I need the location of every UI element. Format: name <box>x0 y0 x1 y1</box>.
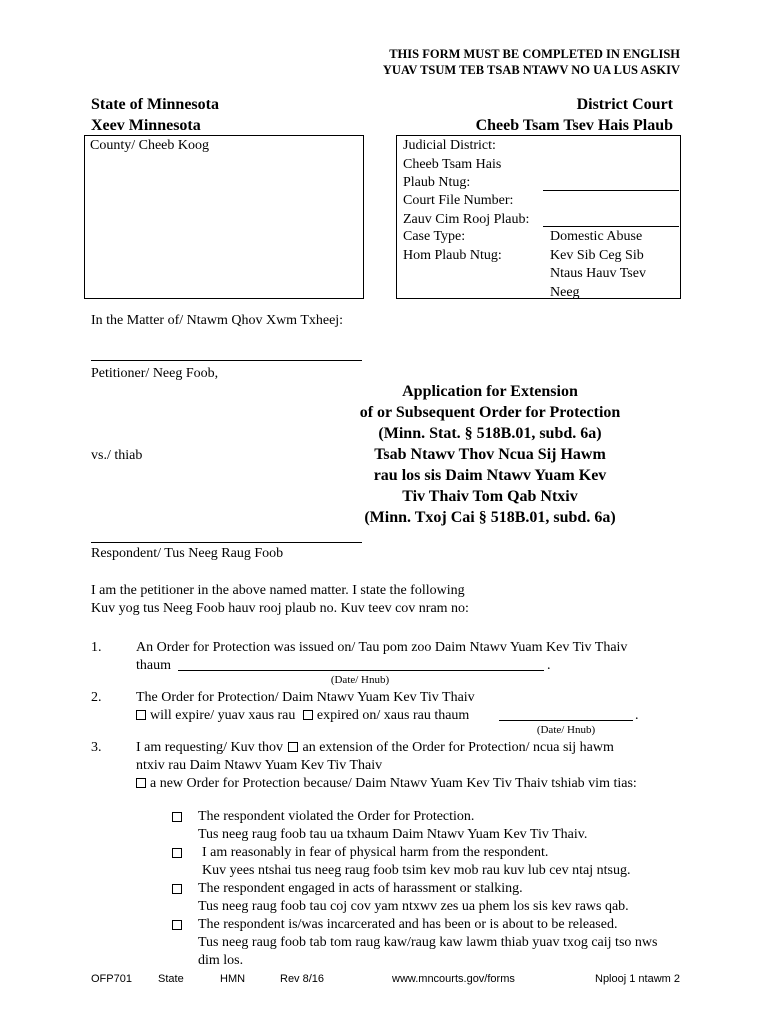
court-name-hmn: Cheeb Tsam Tsev Hais Plaub <box>475 117 673 134</box>
notice-line-hmn: YUAV TSUM TEB TSAB NTAWV NO UA LUS ASKIV <box>382 63 680 77</box>
item-2-options <box>136 707 469 725</box>
expired-on-checkbox[interactable] <box>303 710 313 720</box>
expired-on-label: expired on/ xaus rau thaum <box>316 708 470 723</box>
footer-form-id: OFP701 <box>91 973 132 985</box>
item-1-period: . <box>547 658 551 673</box>
item-2-number: 2. <box>91 690 102 705</box>
reason-harassment-checkbox[interactable] <box>172 884 182 894</box>
footer-state: State <box>158 973 184 985</box>
vs-label: vs./ thiab <box>91 448 143 463</box>
form-title: Application for Extension of or Subsequent Order for Protection (Minn. Stat. § 518B.01, subd. 6a) Tsab Ntawv Thov Ncua Sij Hawm rau los sis Daim Ntawv Yuam Kev Tiv Thaiv Tom Qab Ntxiv (Minn. Txoj Cai § 518B.01, subd. 6a) <box>359 383 621 526</box>
state-name-en: State of Minnesota <box>91 96 219 113</box>
county-label: County/ Cheeb Koog <box>90 138 209 153</box>
reason-violated-checkbox[interactable] <box>172 812 182 822</box>
footer-language: HMN <box>220 973 246 985</box>
english-notice <box>342 46 680 78</box>
item-1-thaum: thaum <box>136 658 171 673</box>
county-box[interactable] <box>84 135 364 299</box>
reason-fear-checkbox[interactable] <box>172 848 182 858</box>
respondent-label: Respondent/ Tus Neeg Raug Foob <box>91 546 284 561</box>
item-3-number: 3. <box>91 740 102 755</box>
reason-incarcerated-checkbox[interactable] <box>172 920 182 930</box>
footer-revision: Rev 8/16 <box>280 973 325 985</box>
intro-statement: I am the petitioner in the above named matter. I state the following Kuv yog tus Neeg Foob hauv rooj plaub no. Kuv teev cov nram no: <box>91 583 469 616</box>
footer-url: www.mncourts.gov/forms <box>392 973 515 985</box>
new-order-checkbox[interactable] <box>136 778 146 788</box>
petitioner-name-field[interactable] <box>91 360 362 361</box>
extension-label: an extension of the Order for Protection/ ncua sij hawm <box>302 740 614 755</box>
court-name-en: District Court <box>576 96 673 113</box>
petitioner-label: Petitioner/ Neeg Foob, <box>91 366 219 381</box>
matter-label: In the Matter of/ Ntawm Qhov Xwm Txheej: <box>91 313 344 328</box>
court-file-number-field[interactable] <box>543 226 679 227</box>
footer-page-number: Nplooj 1 ntawm 2 <box>595 973 680 985</box>
notice-line-en: THIS FORM MUST BE COMPLETED IN ENGLISH <box>389 47 680 61</box>
item-3-line-1 <box>136 739 614 757</box>
item-1-number: 1. <box>91 640 102 655</box>
item-3-line-2: ntxiv rau Daim Ntawv Yuam Kev Tiv Thaiv <box>136 758 383 773</box>
judicial-district-field[interactable] <box>543 190 679 191</box>
will-expire-label: will expire/ yuav xaus rau <box>150 708 296 723</box>
state-name-hmn: Xeev Minnesota <box>91 117 201 134</box>
judicial-district-label: Judicial District: Cheeb Tsam Hais Plaub Ntug: <box>403 138 502 190</box>
item-3-line-3 <box>136 775 637 793</box>
item-2-text: The Order for Protection/ Daim Ntawv Yuam Kev Tiv Thaiv <box>136 690 475 705</box>
item-2-period: . <box>635 708 639 723</box>
expiration-date-caption: (Date/ Hnub) <box>536 724 596 736</box>
case-type-label: Case Type: Hom Plaub Ntug: <box>403 229 502 263</box>
new-order-label: a new Order for Protection because/ Daim Ntawv Yuam Kev Tiv Thaiv tshiab vim tias: <box>150 776 637 791</box>
issued-date-caption: (Date/ Hnub) <box>330 674 390 686</box>
requesting-label: I am requesting/ Kuv thov <box>136 740 283 755</box>
court-file-number-label: Court File Number: Zauv Cim Rooj Plaub: <box>403 193 530 227</box>
will-expire-checkbox[interactable] <box>136 710 146 720</box>
item-1-text: An Order for Protection was issued on/ Tau pom zoo Daim Ntawv Yuam Kev Tiv Thaiv <box>136 640 628 655</box>
respondent-name-field[interactable] <box>91 542 362 543</box>
expiration-date-field[interactable] <box>499 720 633 721</box>
state-heading <box>91 94 219 136</box>
court-heading <box>400 94 673 136</box>
court-info-box <box>396 135 681 299</box>
extension-checkbox[interactable] <box>288 742 298 752</box>
issued-date-field[interactable] <box>178 670 544 671</box>
case-type-value: Domestic Abuse Kev Sib Ceg Sib Ntaus Hauv Tsev Neeg <box>550 229 646 300</box>
